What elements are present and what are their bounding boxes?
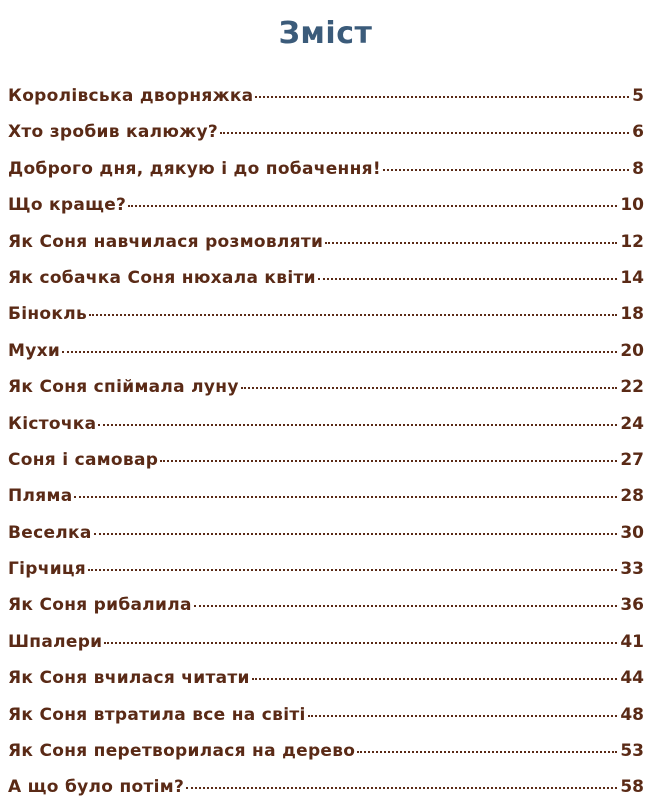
toc-entry	[8, 769, 644, 805]
toc-entry	[8, 224, 644, 260]
dot-leader	[98, 421, 617, 426]
page-title: Зміст	[278, 16, 373, 51]
dot-leader	[308, 712, 618, 717]
dot-leader	[325, 239, 617, 244]
toc-entry-page: 44	[620, 668, 644, 689]
toc-entry-page: 14	[620, 267, 644, 288]
toc-entry	[8, 442, 644, 478]
toc-entry-title: Як Соня перетворилася на дерево	[8, 741, 356, 762]
dot-leader	[94, 530, 618, 535]
toc-entry	[8, 187, 644, 223]
dot-leader	[89, 311, 617, 316]
toc-entry-title: Шпалери	[8, 631, 103, 652]
toc-entry	[8, 260, 644, 296]
toc-entry-title: Пляма	[8, 486, 73, 507]
toc-entry	[8, 624, 644, 660]
toc-entry-title: Мухи	[8, 340, 61, 361]
dot-leader	[241, 384, 618, 389]
toc-entry	[8, 114, 644, 150]
dot-leader	[318, 275, 618, 280]
dot-leader	[74, 493, 617, 498]
toc-entry-page: 33	[620, 559, 644, 580]
toc-entry-title: Кісточка	[8, 413, 97, 434]
toc-entry-page: 48	[620, 704, 644, 725]
table-of-contents	[8, 78, 644, 806]
dot-leader	[128, 202, 617, 207]
toc-entry-page: 22	[620, 377, 644, 398]
toc-entry-title: Як Соня вчилася читати	[8, 668, 250, 689]
toc-entry	[8, 151, 644, 187]
toc-entry-title: Як Соня рибалила	[8, 595, 192, 616]
toc-entry-page: 30	[620, 522, 644, 543]
toc-entry	[8, 551, 644, 587]
toc-entry-page: 5	[632, 86, 644, 106]
toc-entry-title: Як Соня навчилася розмовляти	[8, 231, 324, 252]
toc-entry-title: Як собачка Соня нюхала квіти	[8, 267, 316, 288]
toc-entry-page: 36	[620, 595, 644, 616]
toc-entry-page: 10	[620, 195, 644, 216]
dot-leader	[252, 675, 618, 680]
toc-entry	[8, 733, 644, 769]
toc-entry	[8, 515, 644, 551]
dot-leader	[62, 348, 617, 353]
toc-entry-page: 18	[620, 304, 644, 325]
toc-entry-title: Як Соня спіймала луну	[8, 377, 239, 398]
toc-entry-page: 24	[620, 413, 644, 434]
toc-entry-page: 53	[620, 741, 644, 762]
toc-entry-title: Як Соня втратила все на світі	[8, 704, 306, 725]
dot-leader	[383, 166, 629, 171]
toc-entry-page: 12	[620, 231, 644, 252]
toc-entry	[8, 697, 644, 733]
toc-entry-page: 8	[632, 158, 644, 179]
dot-leader	[160, 457, 617, 462]
toc-entry	[8, 78, 644, 114]
toc-entry-page: 41	[620, 631, 644, 652]
toc-entry	[8, 406, 644, 442]
toc-entry	[8, 369, 644, 405]
toc-entry-title: Бінокль	[8, 304, 88, 325]
toc-entry-title: Веселка	[8, 522, 92, 543]
dot-leader	[357, 748, 617, 753]
toc-entry-page: 6	[632, 122, 644, 143]
toc-entry-page: 28	[620, 486, 644, 507]
toc-entry	[8, 333, 644, 369]
toc-entry	[8, 587, 644, 623]
dot-leader	[104, 639, 617, 644]
toc-entry-page: 58	[620, 777, 644, 798]
dot-leader	[255, 93, 629, 98]
toc-entry-title: Що краще?	[8, 195, 127, 216]
toc-entry	[8, 296, 644, 332]
toc-entry-title: Соня і самовар	[8, 449, 159, 470]
dot-leader	[220, 129, 629, 134]
toc-entry-title: Королівська дворняжка	[8, 86, 254, 106]
dot-leader	[88, 566, 617, 571]
toc-entry-title: Доброго дня, дякую і до побачення!	[8, 158, 381, 179]
toc-entry-title: А що було потім?	[8, 777, 185, 798]
toc-entry-page: 20	[620, 340, 644, 361]
toc-entry-title: Гірчиця	[8, 559, 87, 580]
dot-leader	[186, 784, 617, 789]
toc-entry	[8, 660, 644, 696]
toc-entry-title: Хто зробив калюжу?	[8, 122, 218, 143]
dot-leader	[194, 602, 618, 607]
toc-entry-page: 27	[620, 449, 644, 470]
toc-entry	[8, 478, 644, 514]
